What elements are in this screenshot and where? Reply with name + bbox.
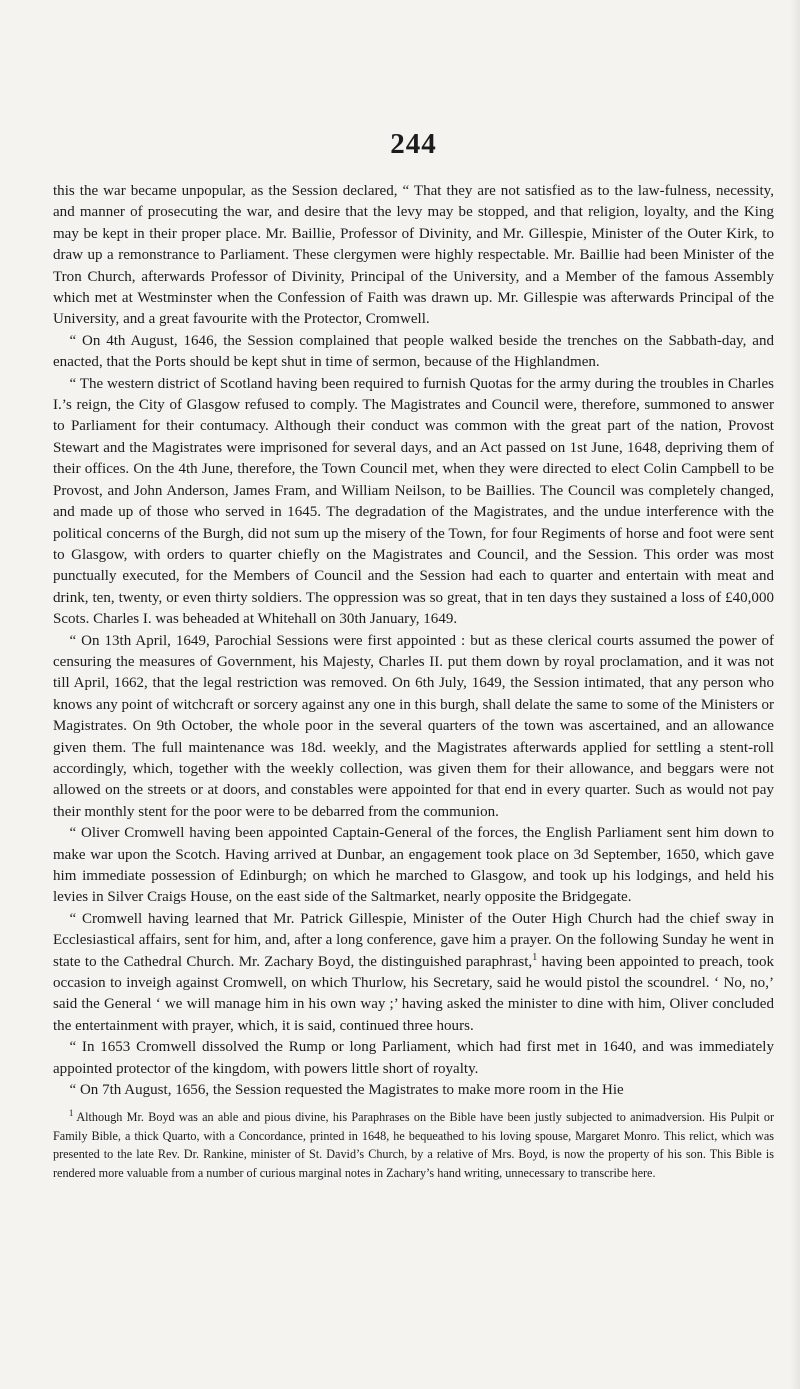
body-text bbox=[53, 181, 774, 1101]
paragraph-4: “ On 13th April, 1649, Parochial Sessions were first appointed : but as these clerical courts assumed the power of censuring the measures of Government, his Majesty, Charles II. put them down by royal proclamation, and it was not till April, 1662, that the legal restriction was removed. On 6th July, 1649, the Session intimated, that any person who knows any point of witchcraft or sorcery against any one in this burgh, shall delate the same to some of the Ministers or Magistrates. On 9th October, the whole poor in the several quarters of the town was ascertained, and an allowance given them. The full maintenance was 18d. weekly, and the Magistrates afterwards applied for settling a stent-roll accordingly, which, together with the weekly collection, was given them for their allowance, and beggars were not allowed on the streets or at doors, and constables were appointed for that end in every quarter. Such as would not pay their monthly stent for the poor were to be debarred from the communion. bbox=[53, 632, 774, 820]
paragraph-8: “ On 7th August, 1656, the Session requested the Magistrates to make more room in the Hie bbox=[69, 1082, 624, 1099]
paragraph-5: “ Oliver Cromwell having been appointed Captain-General of the forces, the English Parliament sent him down to make war upon the Scotch. Having arrived at Dunbar, an engagement took place on 3d September, 1650, which gave him immediate possession of Edinburgh; on which he marched to Glasgow, and took up his lodgings, and held his levies in Silver Craigs House, on the east side of the Saltmarket, nearly opposite the Bridgegate. bbox=[53, 825, 774, 906]
paragraph-1: this the war became unpopular, as the Session declared, “ That they are not satisfied as to the law-fulness, necessity, and manner of prosecuting the war, and desire that the levy may be stopped, and that religion, loyalty, and the King may be kept in their proper place. Mr. Baillie, Professor of Divinity, and Mr. Gillespie, Minister of the Outer Kirk, to draw up a remonstrance to Parliament. These clergymen were highly respectable. Mr. Baillie had been Minister of the Tron Church, afterwards Professor of Divinity, Principal of the University, and a Member of the famous Assembly which met at Westminster when the Confession of Faith was drawn up. Mr. Gillespie was afterwards Principal of the University, and a great favourite with the Protector, Cromwell. bbox=[53, 183, 774, 328]
page-edge-shadow bbox=[790, 0, 800, 1389]
footnote bbox=[53, 1108, 774, 1182]
footnote-text: Although Mr. Boyd was an able and pious divine, his Paraphrases on the Bible have been justly subjected to animadversion. His Pulpit or Family Bible, a thick Quarto, with a Concordance, printed in 1648, he bequeathed to his loving spouse, Margaret Monro. This relict, which was presented to the late Rev. Dr. Rankine, minister of St. David’s Church, by a relative of Mrs. Boyd, is now the property of his son. This Bible is rendered more valuable from a number of curious marginal notes in Zachary’s hand writing, unnecessary to transcribe here. bbox=[53, 1110, 774, 1180]
paragraph-3: “ The western district of Scotland having been required to furnish Quotas for the army during the troubles in Charles I.’s reign, the City of Glasgow refused to comply. The Magistrates and Council were, therefore, summoned to answer to Parliament for their contumacy. Although their conduct was common with the great part of the nation, Provost Stewart and the Magistrates were imprisoned for several days, and an Act passed on 1st June, 1648, depriving them of their offices. On the 4th June, therefore, the Town Council met, when they were directed to elect Colin Campbell to be Provost, and John Anderson, James Fram, and William Neilson, to be Baillies. The Council was completely changed, and made up of those who served in 1645. The degradation of the Magistrates, and the undue interference with the political concerns of the Burgh, did not sum up the misery of the Town, for four Regiments of horse and foot were sent to Glasgow, with orders to quarter chiefly on the Magistrates and Council, and the Session. This order was most punctually executed, for the Members of Council and the Session had each to quarter and entertain with meat and drink, ten, twenty, or even thirty soldiers. The oppression was so great, that in ten days they sustained a loss of £40,000 Scots. Charles I. was beheaded at Whitehall on 30th January, 1649. bbox=[53, 375, 774, 628]
paragraph-6 bbox=[53, 909, 774, 1037]
footnote-reference[interactable]: 1 bbox=[532, 951, 538, 963]
paragraph-6-continuation: having been appointed to preach, took occasion to inveigh against Cromwell, on which Thurlow, his Secretary, said he would pistol the scoundrel. ‘ No, no,’ said the General ‘ we will manage him in his own way ;’ having asked the minister to dine with him, Oliver concluded the entertainment with prayer, which, it is said, continued three hours. bbox=[53, 953, 774, 1034]
page-number: 244 bbox=[390, 128, 437, 160]
paragraph-7: “ In 1653 Cromwell dissolved the Rump or long Parliament, which had first met in 1640, and was immediately appointed protector of the kingdom, with powers little short of royalty. bbox=[53, 1039, 774, 1077]
paragraph-6-text: “ Cromwell having learned that Mr. Patrick Gillespie, Minister of the Outer High Church had the chief sway in Ecclesiastical affairs, sent for him, and, after a long conference, gave him a prayer. On the following Sunday he went in state to the Cathedral Church. Mr. Zachary Boyd, the distinguished paraphrast, bbox=[53, 910, 774, 970]
paragraph-2: “ On 4th August, 1646, the Session complained that people walked beside the trenches on the Sabbath-day, and enacted, that the Ports should be kept shut in time of sermon, because of the Highlandmen. bbox=[53, 332, 774, 371]
footnote-marker: 1 bbox=[68, 1108, 74, 1119]
